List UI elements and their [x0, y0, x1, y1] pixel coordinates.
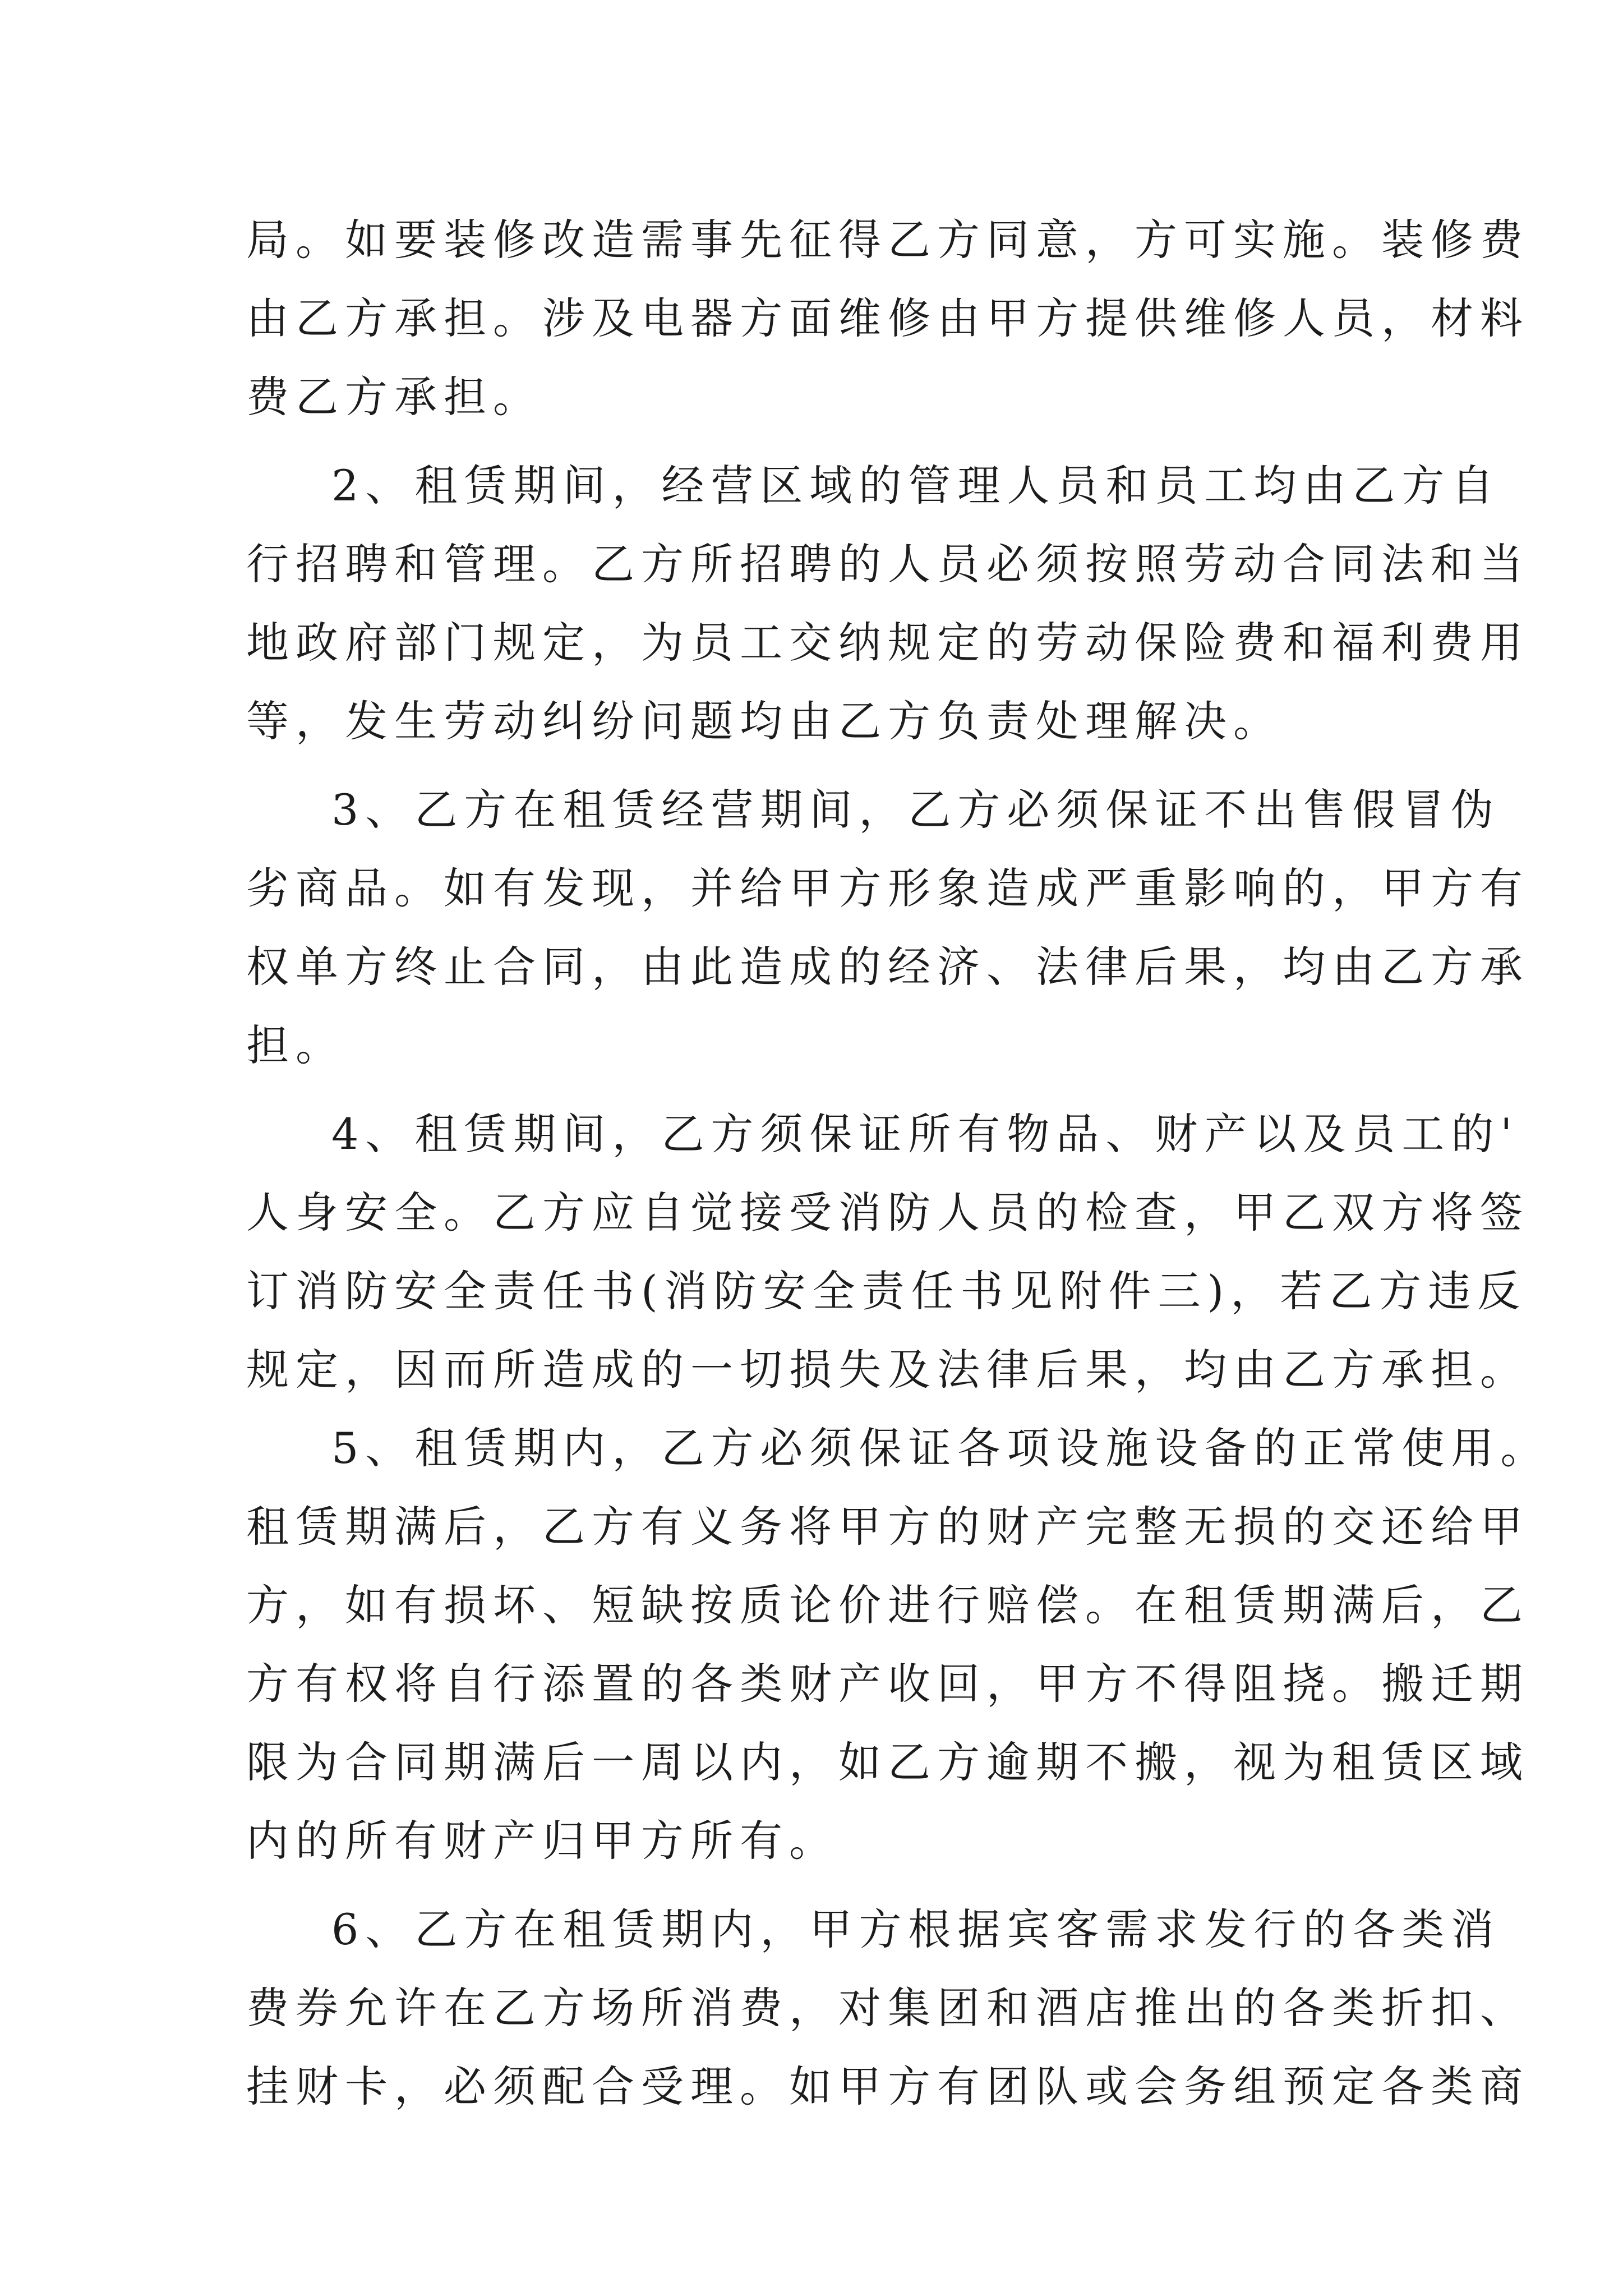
text-line: 挂财卡，必须配合受理。如甲方有团队或会务组预定各类商: [246, 2062, 1529, 2111]
text-line: 3、乙方在租赁经营期间，乙方必须保证不出售假冒伪: [331, 785, 1501, 835]
text-line: 5、租赁期内，乙方必须保证各项设施设备的正常使用。: [331, 1423, 1550, 1473]
text-line: 规定，因而所造成的一切损失及法律后果，均由乙方承担。: [246, 1345, 1529, 1395]
text-line: 人身安全。乙方应自觉接受消防人员的检查，甲乙双方将签: [246, 1188, 1529, 1237]
text-line: 限为合同期满后一周以内，如乙方逾期不搬，视为租赁区域: [246, 1737, 1529, 1787]
text-line: 等，发生劳动纠纷问题均由乙方负责处理解决。: [246, 696, 1283, 746]
text-line: 费乙方承担。: [246, 372, 542, 422]
text-line: 4、租赁期间，乙方须保证所有物品、财产以及员工的': [331, 1109, 1519, 1159]
text-line: 地政府部门规定，为员工交纳规定的劳动保险费和福利费用: [246, 618, 1529, 668]
text-line: 租赁期满后，乙方有义务将甲方的财产完整无损的交还给甲: [246, 1502, 1529, 1552]
text-line: 劣商品。如有发现，并给甲方形象造成严重影响的，甲方有: [246, 863, 1529, 913]
text-line: 订消防安全责任书(消防安全责任书见附件三)，若乙方违反: [246, 1266, 1527, 1316]
text-line: 行招聘和管理。乙方所招聘的人员必须按照劳动合同法和当: [246, 539, 1529, 589]
text-line: 费券允许在乙方场所消费，对集团和酒店推出的各类折扣、: [246, 1983, 1529, 2033]
text-line: 担。: [246, 1020, 345, 1070]
text-line: 由乙方承担。涉及电器方面维修由甲方提供维修人员，材料: [246, 293, 1529, 343]
text-line: 内的所有财产归甲方所有。: [246, 1816, 838, 1866]
text-line: 方，如有损坏、短缺按质论价进行赔偿。在租赁期满后，乙: [246, 1580, 1529, 1630]
text-line: 权单方终止合同，由此造成的经济、法律后果，均由乙方承: [246, 942, 1529, 992]
document-body: [246, 201, 1550, 2126]
text-line: 2、租赁期间，经营区域的管理人员和员工均由乙方自: [331, 461, 1501, 510]
text-line: 方有权将自行添置的各类财产收回，甲方不得阻挠。搬迁期: [246, 1659, 1529, 1709]
text-line: 6、乙方在租赁期内，甲方根据宾客需求发行的各类消: [331, 1904, 1501, 1954]
text-line: 局。如要装修改造需事先征得乙方同意，方可实施。装修费: [246, 215, 1529, 265]
